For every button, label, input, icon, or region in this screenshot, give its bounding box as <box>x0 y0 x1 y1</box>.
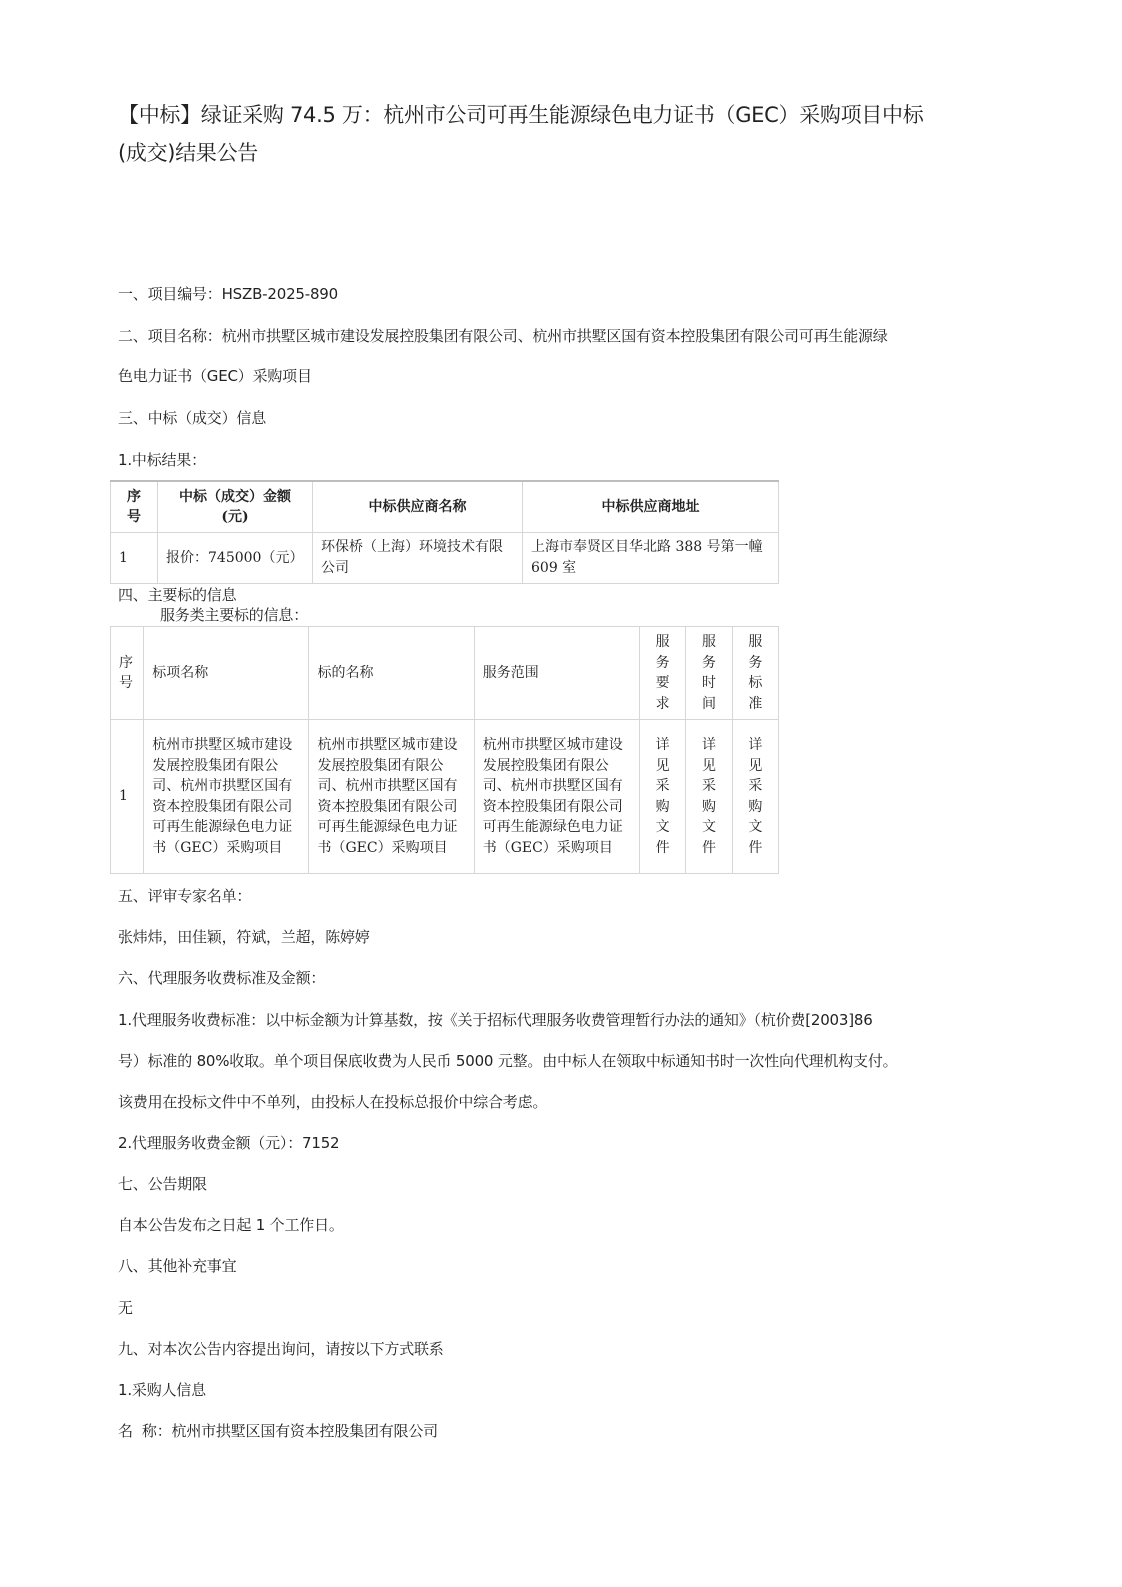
service-subject-heading: 服务类主要标的信息： <box>160 606 309 624</box>
award-info-heading: 三、中标（成交）信息 <box>118 409 267 427</box>
project-name-line-1: 二、项目名称：杭州市拱墅区城市建设发展控股集团有限公司、杭州市拱墅区国有资本控股集团有限公司可再生能源绿 <box>118 327 888 345</box>
agency-fee-standard-line-2: 号）标准的 80%收取。单个项目保底收费为人民币 5000 元整。由中标人在领取中标通知书时一次性向代理机构支付。 <box>118 1052 898 1070</box>
header-time: 服 务 时 间 <box>686 627 732 720</box>
cell-seq: 1 <box>111 533 158 584</box>
header-requirement: 服 务 要 求 <box>639 627 685 720</box>
cell-subject-name: 杭州市拱墅区城市建设发展控股集团有限公司、杭州市拱墅区国有资本控股集团有限公司可再生能源绿色电力证书（GEC）采购项目 <box>309 720 474 874</box>
project-number: 一、项目编号：HSZB-2025-890 <box>118 285 338 303</box>
award-table <box>110 480 779 584</box>
agency-fee-standard-line-3: 该费用在投标文件中不单列，由投标人在投标总报价中综合考虑。 <box>118 1093 548 1111</box>
cell-amount: 报价：745000（元） <box>158 533 313 584</box>
notice-period-heading: 七、公告期限 <box>118 1175 207 1193</box>
agency-fee-amount: 2.代理服务收费金额（元）：7152 <box>118 1134 340 1152</box>
cell-address: 上海市奉贤区目华北路 388 号第一幢 609 室 <box>523 533 779 584</box>
notice-period: 自本公告发布之日起 1 个工作日。 <box>118 1216 344 1234</box>
service-table-header <box>111 627 779 720</box>
agency-fee-heading: 六、代理服务收费标准及金额： <box>118 969 326 987</box>
header-supplier: 中标供应商名称 <box>313 481 523 533</box>
contact-heading: 九、对本次公告内容提出询问，请按以下方式联系 <box>118 1340 444 1358</box>
cell-requirement: 详 见 采 购 文 件 <box>639 720 685 874</box>
agency-fee-standard-line-1: 1.代理服务收费标准：以中标金额为计算基数，按《关于招标代理服务收费管理暂行办法的通知》（杭价费[2003]86 <box>118 1011 873 1029</box>
cell-time: 详 见 采 购 文 件 <box>686 720 732 874</box>
other-heading: 八、其他补充事宜 <box>118 1257 237 1275</box>
project-name-line-2: 色电力证书（GEC）采购项目 <box>118 367 312 385</box>
header-amount: 中标（成交）金额 (元) <box>158 481 313 533</box>
cell-item-name: 杭州市拱墅区城市建设发展控股集团有限公司、杭州市拱墅区国有资本控股集团有限公司可再生能源绿色电力证书（GEC）采购项目 <box>144 720 309 874</box>
header-item-name: 标项名称 <box>144 627 309 720</box>
header-address: 中标供应商地址 <box>523 481 779 533</box>
title-line-1: 【中标】绿证采购 74.5 万：杭州市公司可再生能源绿色电力证书（GEC）采购项目中标 <box>118 103 924 127</box>
table-row <box>111 533 779 584</box>
title-line-2: (成交)结果公告 <box>118 141 258 165</box>
experts-list: 张炜炜，田佳颖，符斌，兰超，陈婷婷 <box>118 928 370 946</box>
purchaser-heading: 1.采购人信息 <box>118 1381 206 1399</box>
cell-supplier: 环保桥（上海）环境技术有限公司 <box>313 533 523 584</box>
award-result-heading: 1.中标结果： <box>118 451 206 469</box>
header-standard: 服 务 标 准 <box>732 627 778 720</box>
document-title <box>118 96 998 172</box>
header-seq: 序 号 <box>111 481 158 533</box>
header-scope: 服务范围 <box>474 627 639 720</box>
experts-heading: 五、评审专家名单： <box>118 887 252 905</box>
service-table <box>110 626 779 874</box>
table-row <box>111 720 779 874</box>
cell-standard: 详 见 采 购 文 件 <box>732 720 778 874</box>
header-subject-name: 标的名称 <box>309 627 474 720</box>
cell-scope: 杭州市拱墅区城市建设发展控股集团有限公司、杭州市拱墅区国有资本控股集团有限公司可再生能源绿色电力证书（GEC）采购项目 <box>474 720 639 874</box>
purchaser-name: 名 称：杭州市拱墅区国有资本控股集团有限公司 <box>118 1422 438 1440</box>
other-text: 无 <box>118 1299 133 1317</box>
award-table-header <box>111 481 779 533</box>
cell-seq: 1 <box>111 720 144 874</box>
header-seq: 序 号 <box>111 627 144 720</box>
main-subject-heading: 四、主要标的信息 <box>118 586 237 604</box>
